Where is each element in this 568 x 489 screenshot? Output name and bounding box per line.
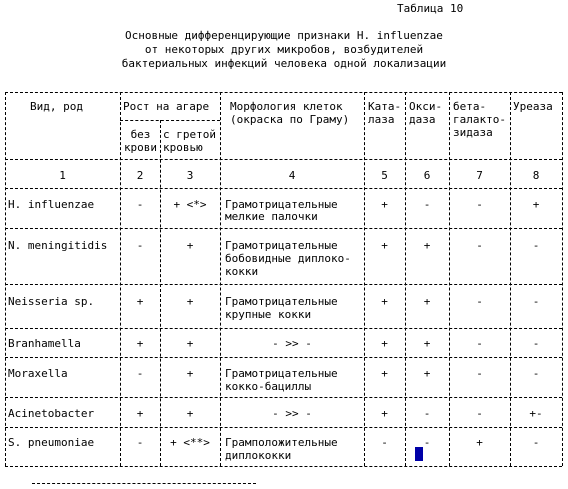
cell-heated: + [186, 239, 194, 252]
cell-oxidase: - [423, 436, 431, 449]
cell-urease: +- [529, 407, 543, 420]
header-oxidase-1: Окси- [409, 100, 443, 113]
cell-no-blood: + [136, 407, 144, 420]
cell-heated: + [186, 407, 194, 420]
cell-no-blood: - [136, 436, 144, 449]
cell-catalase: + [381, 407, 388, 420]
cell-oxidase: + [423, 295, 431, 308]
cell-beta-gal: - [476, 367, 483, 380]
col-number: 2 [136, 169, 144, 182]
header-heated-blood-2: кровью [163, 141, 203, 154]
header-heated-blood-1: с гретой [163, 128, 216, 141]
cell-heated: + [186, 367, 194, 380]
cell-oxidase: - [423, 407, 431, 420]
cell-beta-gal: - [476, 337, 483, 350]
cell-beta-gal: - [476, 295, 483, 308]
cell-catalase: + [381, 239, 388, 252]
col-number: 4 [288, 169, 296, 182]
cell-heated: + [186, 295, 194, 308]
cell-oxidase: + [423, 239, 431, 252]
header-catalase-1: Ката- [368, 100, 402, 113]
header-catalase-2: лаза [368, 113, 395, 126]
col-number: 1 [59, 169, 66, 182]
header-no-blood-1: без [130, 128, 151, 141]
header-morphology-2: (окраска по Граму) [230, 113, 350, 126]
header-no-blood-2: крови [123, 141, 158, 154]
cell-urease: - [532, 436, 540, 449]
cell-beta-gal: - [476, 198, 483, 211]
header-species: Вид, род [30, 100, 83, 113]
cell-species: S. pneumoniae [8, 436, 95, 449]
cell-oxidase: + [423, 367, 431, 380]
cell-urease: - [532, 239, 540, 252]
cell-morph: Грамотрицательные [225, 295, 338, 308]
cell-oxidase: + [423, 337, 431, 350]
col-number: 3 [186, 169, 194, 182]
cell-morph: - >> - [272, 407, 312, 420]
cell-morph: кокко-бациллы [225, 380, 312, 393]
cell-beta-gal: + [476, 436, 483, 449]
header-agar-growth: Рост на агаре [123, 100, 210, 113]
cell-catalase: + [381, 337, 388, 350]
cell-morph: крупные кокки [225, 308, 312, 321]
header-morphology-1: Морфология клеток [230, 100, 343, 113]
caption-line-1: Основные дифференцирующие признаки H. influenzae [125, 29, 443, 42]
cell-no-blood: - [136, 239, 144, 252]
cell-no-blood: + [136, 295, 144, 308]
col-number: 6 [423, 169, 431, 182]
col-number: 5 [381, 169, 388, 182]
cell-heated: + <*> [173, 198, 207, 211]
cell-morph: Грамположительные [225, 436, 338, 449]
cell-species: Moraxella [8, 367, 68, 380]
cell-urease: - [532, 295, 540, 308]
caption-line-3: бактериальных инфекций человека одной локализации [121, 57, 447, 70]
cell-morph: Грамотрицательные [225, 367, 338, 380]
cell-no-blood: - [136, 367, 144, 380]
header-beta-gal-2: галакто- [453, 113, 506, 126]
col-number: 7 [476, 169, 483, 182]
cell-morph: Грамотрицательные [225, 198, 338, 211]
cell-morph: бобовидные диплоко- [225, 252, 351, 265]
cell-catalase: + [381, 295, 388, 308]
cell-morph: мелкие палочки [225, 210, 318, 223]
cell-heated: + <**> [170, 436, 210, 449]
cell-no-blood: - [136, 198, 144, 211]
cell-morph: диплококки [225, 449, 292, 462]
col-number: 8 [532, 169, 540, 182]
cell-species: H. influenzae [8, 198, 95, 211]
cell-no-blood: + [136, 337, 144, 350]
cell-urease: - [532, 337, 540, 350]
cell-species: N. meningitidis [8, 239, 108, 252]
cell-urease: - [532, 367, 540, 380]
header-beta-gal-1: бета- [453, 100, 487, 113]
cell-heated: + [186, 337, 194, 350]
cell-urease: + [532, 198, 540, 211]
cell-morph: - >> - [272, 337, 312, 350]
cell-species: Acinetobacter [8, 407, 95, 420]
header-oxidase-2: даза [409, 113, 436, 126]
cell-species: Branhamella [8, 337, 81, 350]
cell-morph: Грамотрицательные [225, 239, 338, 252]
table-label: Таблица 10 [397, 2, 464, 15]
text-cursor[interactable] [415, 447, 423, 461]
header-beta-gal-3: зидаза [453, 126, 493, 139]
cell-catalase: + [381, 367, 388, 380]
cell-beta-gal: - [476, 407, 483, 420]
cell-catalase: + [381, 198, 388, 211]
header-urease: Уреаза [513, 100, 553, 113]
cell-catalase: - [381, 436, 388, 449]
cell-species: Neisseria sp. [8, 295, 95, 308]
cell-oxidase: - [423, 198, 431, 211]
caption-line-2: от некоторых других микробов, возбудителей [144, 43, 424, 56]
cell-morph: кокки [225, 265, 259, 278]
cell-beta-gal: - [476, 239, 483, 252]
